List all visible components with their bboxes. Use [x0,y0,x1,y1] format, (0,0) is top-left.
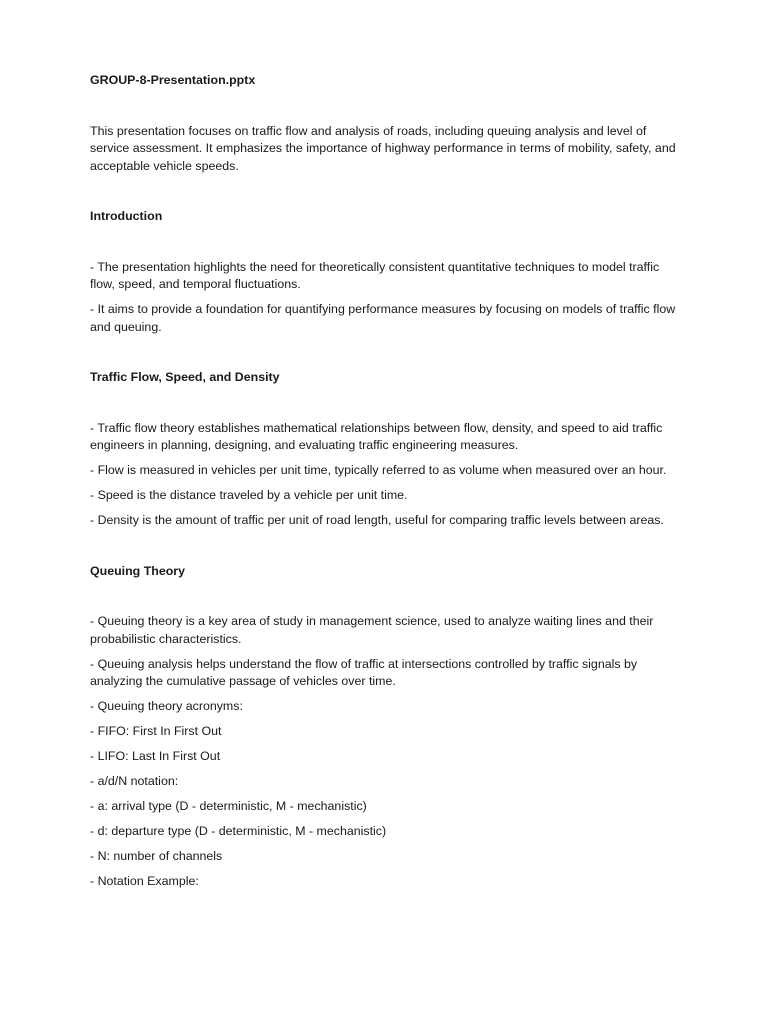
bullet-item: - Queuing theory acronyms: [90,699,243,713]
bullet-item: - Flow is measured in vehicles per unit time, typically referred to as volume when measured over an hour. [90,463,667,477]
bullet-list-queuing-theory [90,613,680,891]
bullet-item: - Notation Example: [90,874,199,888]
bullet-item: - It aims to provide a foundation for quantifying performance measures by focusing on models of traffic flow and queuing. [90,302,676,334]
document-page [90,72,680,898]
bullet-item: - LIFO: Last In First Out [90,749,221,763]
bullet-item: - d: departure type (D - deterministic, M - mechanistic) [90,824,387,838]
section-introduction [90,208,680,336]
bullet-item: - Density is the amount of traffic per unit of road length, useful for comparing traffic levels between areas. [90,513,664,527]
bullet-item: - a: arrival type (D - deterministic, M - mechanistic) [90,799,367,813]
document-summary: This presentation focuses on traffic flow and analysis of roads, including queuing analysis and level of service assessment. It emphasizes the importance of highway performance in terms of mobility, safety, and acceptable vehicle speeds. [90,123,676,173]
bullet-item: - Queuing theory is a key area of study in management science, used to analyze waiting lines and their probabilistic characteristics. [90,614,654,646]
section-queuing-theory [90,563,680,891]
bullet-item: - FIFO: First In First Out [90,724,222,738]
section-heading-introduction: Introduction [90,209,163,223]
bullet-item: - Traffic flow theory establishes mathematical relationships between flow, density, and speed to aid traffic engineers in planning, designing, and evaluating traffic engineering measures. [90,420,663,452]
section-heading-traffic-flow: Traffic Flow, Speed, and Density [90,370,280,384]
section-heading-queuing-theory: Queuing Theory [90,563,185,578]
bullet-item: - N: number of channels [90,849,223,863]
document-title: GROUP-8-Presentation.pptx [90,73,256,87]
bullet-list-introduction [90,259,680,337]
bullet-item: - The presentation highlights the need for theoretically consistent quantitative techniques to model traffic flow, speed, and temporal fluctuations. [90,259,660,291]
bullet-item: - a/d/N notation: [90,774,179,788]
bullet-item: - Queuing analysis helps understand the flow of traffic at intersections controlled by traffic signals by analyzing the cumulative passage of vehicles over time. [90,656,638,688]
bullet-item: - Speed is the distance traveled by a vehicle per unit time. [90,488,408,502]
bullet-list-traffic-flow [90,420,680,530]
section-traffic-flow [90,369,680,530]
